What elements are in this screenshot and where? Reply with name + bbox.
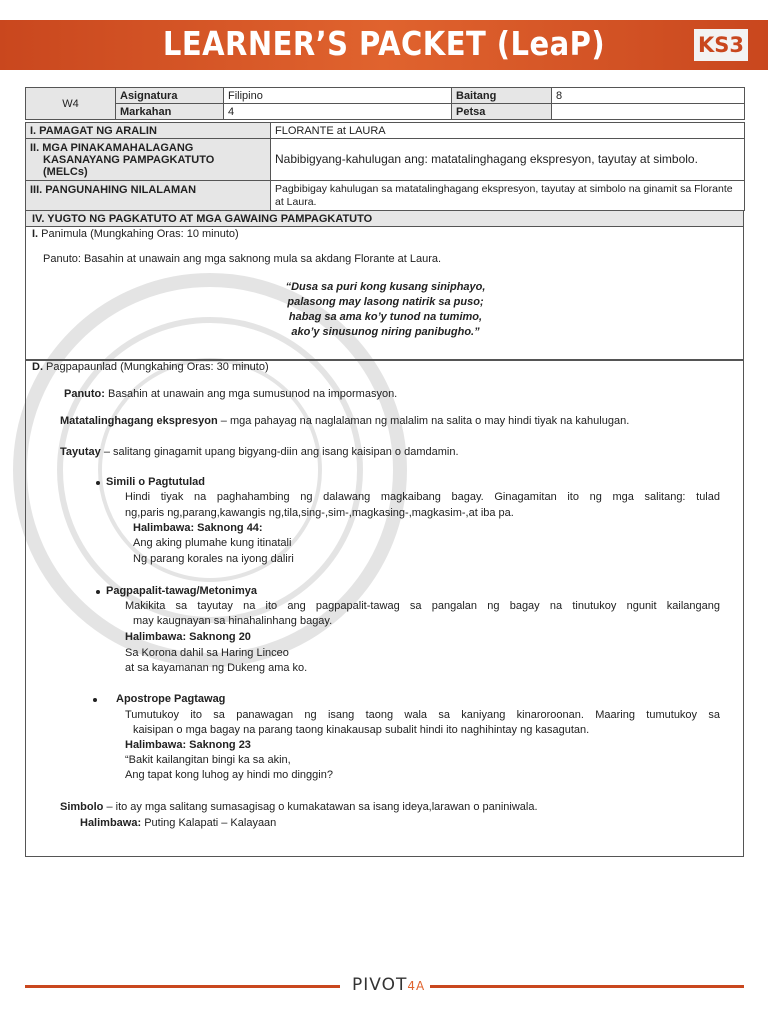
panimula-panuto: Panuto: Basahin at unawain ang mga saknong mula sa akdang Florante at Laura.: [43, 253, 442, 265]
metonimya-ex-2: at sa kayamanan ng Dukeng ama ko.: [125, 662, 308, 674]
apostrope-bullet: [93, 698, 97, 702]
info-table: [25, 87, 745, 120]
melc-value: Nabibigyang-kahulugan ang: matatalinghagang ekspresyon, tayutay at simbolo.: [271, 139, 745, 181]
metonimya-halimbawa: Halimbawa: Saknong 20: [125, 631, 251, 643]
tayutay-line: [60, 445, 459, 460]
lesson-table: [25, 122, 745, 211]
simbolo-label: Simbolo: [60, 801, 104, 813]
yugto-header: IV. YUGTO NG PAGKATUTO AT MGA GAWAING PAMPAGKATUTO: [25, 210, 744, 227]
simili-bullet: [96, 481, 100, 485]
simili-halimbawa: Halimbawa: Saknong 44:: [133, 522, 263, 534]
panimula-heading: [32, 227, 239, 242]
footer-line-right: [430, 985, 744, 988]
week-cell: W4: [26, 88, 116, 120]
nilalaman-value: Pagbibigay kahulugan sa matatalinghagang ekspresyon, tayutay at simbolo na ginamit sa Florante at Laura.: [271, 181, 745, 211]
petsa-label: Petsa: [452, 104, 552, 120]
simbolo-def: – ito ay mga salitang sumasagisag o kumakatawan sa isang ideya,larawan o paniniwala.: [103, 801, 538, 813]
metonimya-bullet: [96, 590, 100, 594]
pamagat-value: FLORANTE at LAURA: [271, 123, 745, 139]
melc-label-line2: KASANAYANG PAMPAGKATUTO: [43, 153, 215, 166]
pivot-logo-suffix: 4A: [407, 979, 426, 993]
asignatura-value: Filipino: [224, 88, 452, 104]
markahan-value: 4: [224, 104, 452, 120]
metonimya-ex-1: Sa Korona dahil sa Haring Linceo: [125, 647, 289, 659]
matatalinghaga-label: Matatalinghagang ekspresyon: [60, 415, 218, 427]
pagpapaunlad-title: Pagpapaunlad (Mungkahing Oras: 30 minuto): [43, 361, 269, 373]
panimula-num: I.: [32, 228, 39, 240]
panimula-title: Panimula (Mungkahing Oras: 10 minuto): [38, 228, 239, 240]
panuto-line: [64, 387, 397, 402]
matatalinghaga-def: – mga pahayag na naglalaman ng malalim na salita o may hindi tiyak na kahulugan.: [217, 415, 630, 427]
melc-label-line1: II. MGA PINAKAMAHALAGANG: [30, 141, 194, 154]
verse-line-4: ako’y sinusunog niring panibugho.”: [291, 326, 480, 338]
simili-label: Simili o Pagtutulad: [106, 476, 206, 488]
panuto-text: Basahin at unawain ang mga sumusunod na impormasyon.: [104, 388, 398, 400]
pivot-logo: [352, 975, 425, 995]
metonimya-label: Pagpapalit-tawag/Metonimya: [106, 585, 257, 597]
matatalinghaga-line: [60, 414, 629, 429]
metonimya-desc-2: may kaugnayan sa hinahalinhang bagay.: [133, 615, 333, 627]
melc-label-line3: (MELCs): [43, 165, 88, 178]
apostrope-desc-2: kaisipan o mga bagay na parang taong kinakausap subalit hindi ito naghihintay ng kasagutan.: [133, 724, 590, 736]
tayutay-def: – salitang ginagamit upang bigyang-diin ang isang kaisipan o damdamin.: [100, 446, 459, 458]
apostrope-ex-1: “Bakit kailangitan bingi ka sa akin,: [125, 754, 291, 766]
simbolo-line: [60, 800, 538, 815]
simili-desc-2: ng,paris ng,parang,kawangis ng,tila,sing-,sim-,magkasing-,magkasim-,at iba pa.: [125, 507, 514, 519]
pagpapaunlad-heading: [32, 360, 269, 375]
nilalaman-label: III. PANGUNAHING NILALAMAN: [26, 181, 271, 211]
markahan-label: Markahan: [116, 104, 224, 120]
verse-line-2: palasong may lasong natirik sa puso;: [287, 296, 484, 308]
simili-desc-1: Hindi tiyak na paghahambing ng dalawang magkaibang bagay. Ginagamitan ito ng mga salitang: tulad: [125, 491, 720, 503]
apostrope-desc-1: Tumutukoy ito sa panawagan ng isang taong wala sa kaniyang kinaroroonan. Maaring tumutukoy sa: [125, 709, 720, 721]
simbolo-ex-label: Halimbawa:: [80, 817, 142, 829]
verse-line-1: “Dusa sa puri kong kusang siniphayo,: [285, 281, 486, 293]
simili-ex-1: Ang aking plumahe kung itinatali: [133, 537, 292, 549]
tayutay-label: Tayutay: [60, 446, 101, 458]
pagpapaunlad-num: D.: [32, 361, 43, 373]
header-banner: [0, 20, 768, 70]
melc-label: [26, 139, 271, 181]
panimula-section: [25, 226, 744, 361]
apostrope-halimbawa: Halimbawa: Saknong 23: [125, 739, 251, 751]
panuto-label: Panuto:: [64, 388, 105, 400]
page-title: LEARNER’S PACKET (LeaP): [162, 24, 606, 63]
ks-badge: KS3: [694, 29, 748, 61]
pagpapaunlad-section: [25, 359, 744, 857]
metonimya-desc-1: Makikita sa tayutay na ito ang pagpapalit-tawag sa pangalan ng bagay na tinutukoy ngunit kailangang: [125, 600, 720, 612]
baitang-value: 8: [552, 88, 745, 104]
pamagat-label: I. PAMAGAT NG ARALIN: [26, 123, 271, 139]
simbolo-ex: Puting Kalapati – Kalayaan: [141, 817, 277, 829]
simbolo-example-line: [80, 816, 276, 831]
asignatura-label: Asignatura: [116, 88, 224, 104]
pivot-logo-text: PIVOT: [352, 975, 408, 995]
baitang-label: Baitang: [452, 88, 552, 104]
apostrope-label: Apostrope Pagtawag: [116, 693, 226, 705]
petsa-value: [552, 104, 745, 120]
simili-ex-2: Ng parang korales na iyong daliri: [133, 553, 294, 565]
verse-line-3: habag sa ama ko’y tunod na tumimo,: [288, 311, 483, 323]
footer-line-left: [25, 985, 340, 988]
apostrope-ex-2: Ang tapat kong luhog ay hindi mo dinggin?: [125, 769, 333, 781]
